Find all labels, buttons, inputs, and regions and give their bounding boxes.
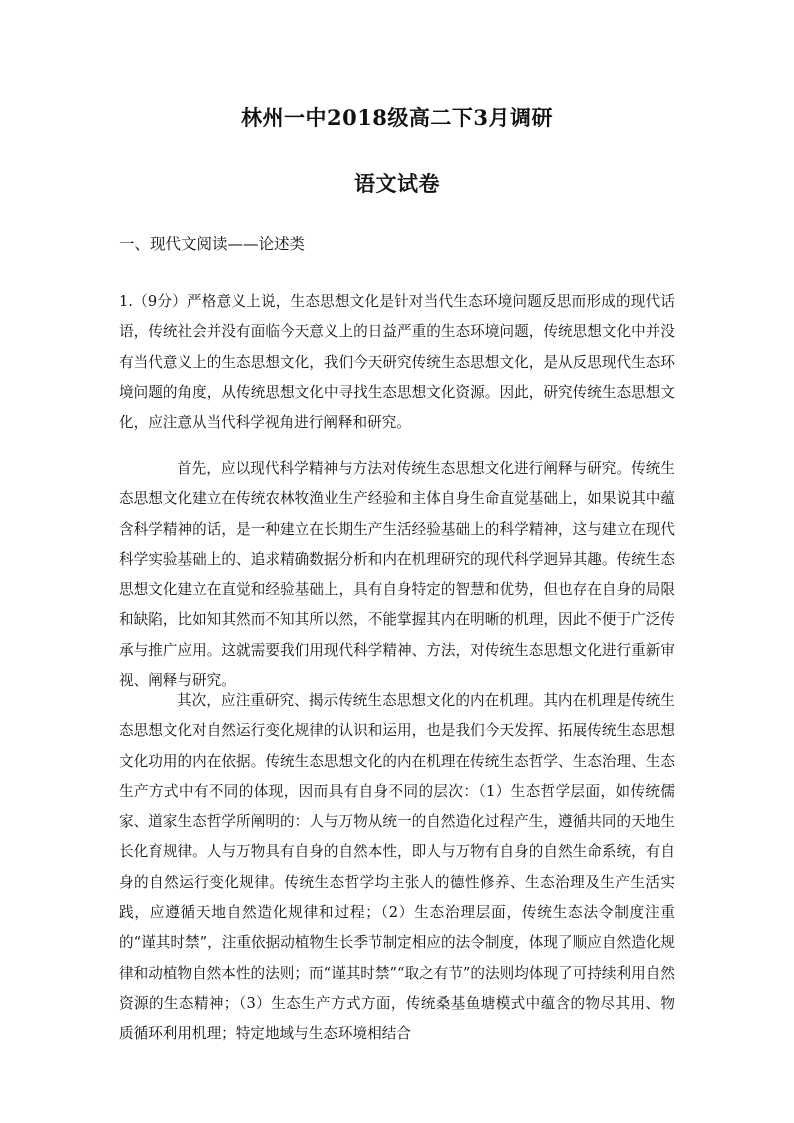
document-title: 林州一中2018级高二下3月调研 [240,105,554,130]
section-heading: 一、现代文阅读——论述类 [119,235,306,253]
paragraph-3: 其次，应注重研究、揭示传统生态思想文化的内在机理。其内在机理是传统生态思想文化对自然运行变化规律的认识和运用，也是我们今天发挥、拓展传统生态思想文化功用的内在依据。传统生态思想文化的内在机理在传统生态哲学、生态治理、生态生产方式中有不同的体现，因而具有自身不同的层次：（1）生态哲学层面，如传统儒家、道家生态哲学所阐明的：人与万物从统一的自然造化过程产生，遵循共同的天地生长化育规律。人与万物具有自身的自然本性，即人与万物有自身的自然生命系统，有自身的自然运行变化规律。传统生态哲学均主张人的德性修养、生态治理及生产生活实践，应遵循天地自然造化规律和过程；（2）生态治理层面，传统生态法令制度注重的“谨其时禁”，注重依据动植物生长季节制定相应的法令制度，体现了顺应自然造化规律和动植物自然本性的法则；而“谨其时禁”“取之有节”的法则均体现了可持续利用自然资源的生态精神；（3）生态生产方式方面，传统桑基鱼塘模式中蕴含的物尽其用、物质循环利用机理；特定地域与生态环境相结合 [119,692,675,1043]
document-subtitle: 语文试卷 [354,171,440,196]
paragraph-1: 1.（9分）严格意义上说，生态思想文化是针对当代生态环境问题反思而形成的现代话语，传统社会并没有面临今天意义上的日益严重的生态环境问题，传统思想文化中并没有当代意义上的生态思想文化，我们今天研究传统生态思想文化，是从反思现代生态环境问题的角度，从传统思想文化中寻找生态思想文化资源。因此，研究传统生态思想文化，应注意从当代科学视角进行阐释和研究。 [119,293,675,432]
paragraph-2: 首先，应以现代科学精神与方法对传统生态思想文化进行阐释与研究。传统生态思想文化建立在传统农林牧渔业生产经验和主体自身生命直觉基础上，如果说其中蕴含科学精神的话，是一种建立在长期生产生活经验基础上的科学精神，这与建立在现代科学实验基础上的、追求精确数据分析和内在机理研究的现代科学迥异其趣。传统生态思想文化建立在直觉和经验基础上，具有自身特定的智慧和优势，但也存在自身的局限和缺陷，比如知其然而不知其所以然，不能掌握其内在明晰的机理，因此不便于广泛传承与推广应用。这就需要我们用现代科学精神、方法，对传统生态思想文化进行重新审视、阐释与研究。 [119,460,675,690]
